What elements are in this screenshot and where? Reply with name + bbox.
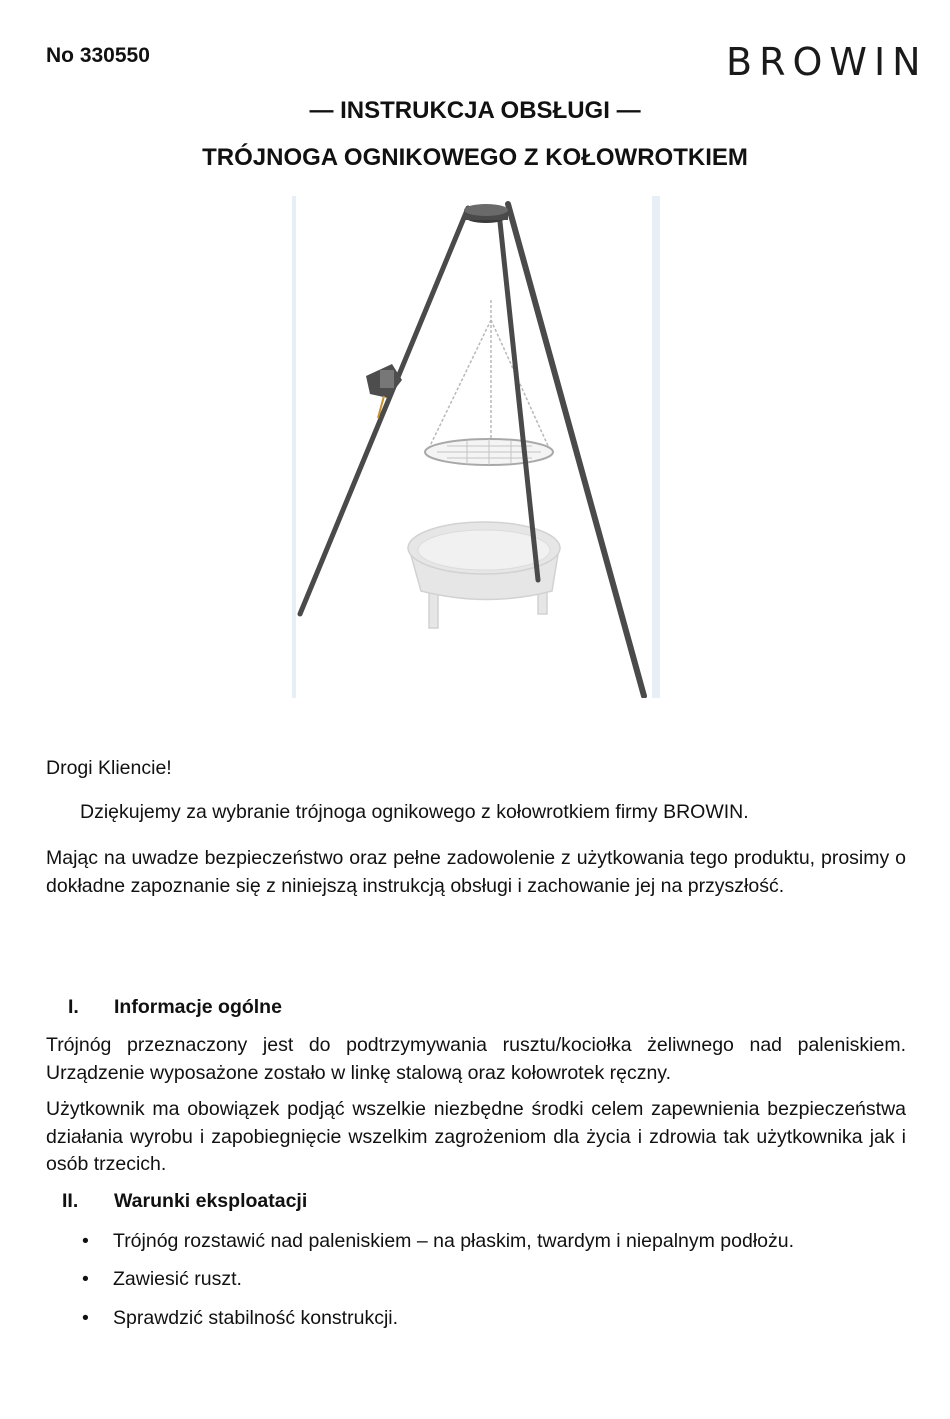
product-number: No 330550 <box>46 44 150 67</box>
section-number: II. <box>62 1190 79 1212</box>
document-subtitle: TRÓJNOGA OGNIKOWEGO Z KOŁOWROTKIEM <box>202 144 748 171</box>
section-number: I. <box>68 996 79 1018</box>
general-info-paragraph-1: Trójnóg przeznaczony jest do podtrzymywania rusztu/kociołka żeliwnego nad paleniskiem. Urządzenie wyposażone zostało w linkę stalową oraz kołowrotek ręczny. <box>46 1034 906 1084</box>
browin-logo: BROWIN <box>726 40 928 84</box>
product-image <box>292 196 660 698</box>
list-item-text: Trójnóg rozstawić nad paleniskiem – na płaskim, twardym i niepalnym podłożu. <box>113 1230 795 1252</box>
list-item-text: Sprawdzić stabilność konstrukcji. <box>113 1307 399 1329</box>
thanks-text: Dziękujemy za wybranie trójnoga ognikowego z kołowrotkiem firmy BROWIN. <box>80 801 749 823</box>
greeting-text: Drogi Kliencie! <box>46 757 172 779</box>
section-title: Warunki eksploatacji <box>114 1190 308 1212</box>
list-item-text: Zawiesić ruszt. <box>113 1268 242 1290</box>
document-title: — INSTRUKCJA OBSŁUGI — <box>309 97 641 124</box>
tripod-with-winch-and-grill-image <box>292 196 660 698</box>
bullet-icon: • <box>82 1268 89 1290</box>
intro-paragraph: Mając na uwadze bezpieczeństwo oraz pełne zadowolenie z użytkowania tego produktu, prosimy o dokładne zapoznanie się z niniejszą instrukcją obsługi i zachowanie jej na przyszłość. <box>46 847 906 897</box>
bullet-icon: • <box>82 1230 89 1252</box>
general-info-paragraph-2: Użytkownik ma obowiązek podjąć wszelkie niezbędne środki celem zapewnienia bezpieczeństwa działania wyrobu i zapobiegnięcie wszelkim zagrożeniom dla życia i zdrowia tak użytkownika jak i osób trzecich. <box>46 1098 906 1175</box>
bullet-icon: • <box>82 1307 89 1329</box>
section-title: Informacje ogólne <box>114 996 282 1018</box>
